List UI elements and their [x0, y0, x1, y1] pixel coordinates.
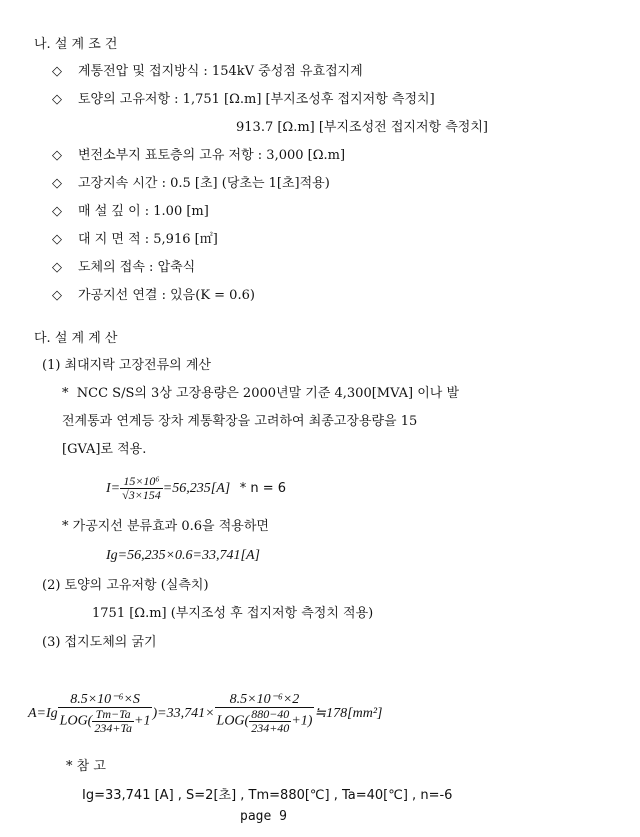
formula-fault-current: I= $\frac{\text{15×10⁶}}{√3\times 154}$ =56,235[A] * n = 6	[106, 474, 287, 503]
subsection-heading: (2) 토양의 고유저항 (실측치)	[42, 578, 209, 593]
diamond-bullet-icon: ◇	[52, 288, 62, 303]
fraction: $\frac{\text{15×10⁶}}{√3\times 154}$	[122, 474, 161, 503]
condition-item: ◇ 매 설 깊 이 : 1.00 [m]	[52, 204, 209, 219]
reference-values: Ig=33,741 [A] , S=2[초] , Tm=880[℃] , Ta=40[℃] , n=-6	[82, 788, 453, 803]
diamond-bullet-icon: ◇	[52, 92, 62, 107]
condition-item: ◇ 토양의 고유저항 : 1,751 [Ω.m] [부지조성후 접지저항 측정치]	[52, 92, 435, 107]
section-title-design-conditions: 나. 설 계 조 건	[34, 37, 118, 52]
condition-item: ◇ 도체의 접속 : 압축식	[52, 260, 196, 275]
paragraph-line: 전계통과 연계등 장차 계통확장을 고려하여 최종고장용량을 15	[62, 414, 418, 429]
diamond-bullet-icon: ◇	[52, 260, 62, 275]
condition-item: ◇ 변전소부지 표토층의 고유 저항 : 3,000 [Ω.m]	[52, 148, 346, 163]
diamond-bullet-icon: ◇	[52, 232, 62, 247]
diamond-bullet-icon: ◇	[52, 204, 62, 219]
reference-label: * 참 고	[66, 759, 106, 774]
formula-ground-current: Ig=56,235×0.6=33,741[A]	[106, 548, 260, 563]
condition-item: ◇ 고장지속 시간 : 0.5 [초] (당초는 1[초]적용)	[52, 176, 330, 191]
fraction-main-2: 8.5×10⁻⁶×2 LOG( $\frac{880-40}{234+40}$ +1)	[216, 691, 313, 735]
paragraph-line: * 가공지선 분류효과 0.6을 적용하면	[62, 519, 269, 534]
paragraph-line: [GVA]로 적용.	[62, 442, 147, 457]
formula-note: * n = 6	[239, 481, 287, 496]
condition-item: ◇ 계통전압 및 접지방식 : 154kV 중성점 유효접지계	[52, 64, 363, 79]
section-title-design-calculation: 다. 설 계 계 산	[34, 331, 118, 346]
diamond-bullet-icon: ◇	[52, 148, 62, 163]
diamond-bullet-icon: ◇	[52, 176, 62, 191]
condition-item: ◇ 가공지선 연결 : 있음(K = 0.6)	[52, 288, 255, 303]
condition-item: ◇ 대 지 면 적 : 5,916 [㎡]	[52, 232, 218, 247]
subsection-heading: (1) 최대지락 고장전류의 계산	[42, 358, 211, 373]
page-number: page 9	[240, 809, 287, 824]
subsection-heading: (3) 접지도체의 굵기	[42, 635, 157, 650]
paragraph-line: * NCC S/S의 3상 고장용량은 2000년말 기준 4,300[MVA] 이나 발	[62, 386, 460, 401]
diamond-bullet-icon: ◇	[52, 64, 62, 79]
condition-item-continued: 913.7 [Ω.m] [부지조성전 접지저항 측정치]	[236, 120, 488, 135]
formula-conductor-size: A=Ig 8.5×10⁻⁶×S LOG( $\frac{Tm-Ta}{234+Ta}$ +1 )=33,741× 8.5×10⁻⁶×2 LOG( $\frac{880-40}{234+40}$ +1) ≒178[mm²]	[28, 691, 383, 735]
asterisk-bullet-icon: *	[62, 386, 69, 401]
fraction-inner-2: $\frac{880-40}{234+40}$	[251, 706, 290, 735]
fraction-inner-1: $\frac{Tm-Ta}{234+Ta}$	[94, 706, 133, 735]
fraction-main-1: 8.5×10⁻⁶×S LOG( $\frac{Tm-Ta}{234+Ta}$ +1	[59, 691, 151, 735]
paragraph-line: 1751 [Ω.m] (부지조성 후 접지저항 측정치 적용)	[92, 606, 374, 621]
